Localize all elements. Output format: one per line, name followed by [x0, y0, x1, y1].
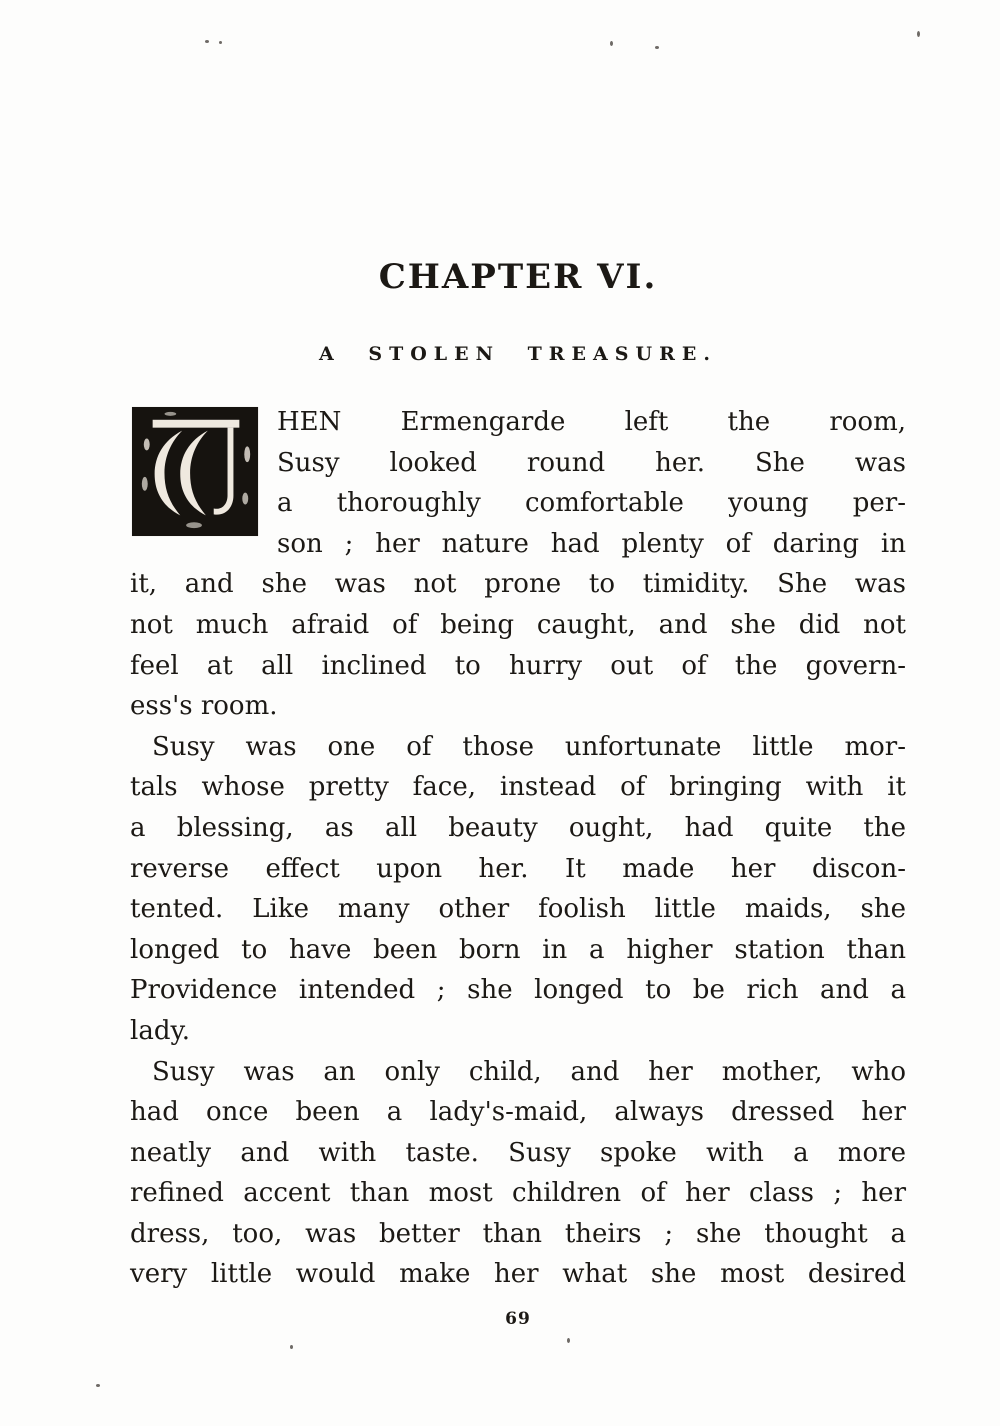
drop-cap-ornament-W: [130, 405, 262, 538]
text-line: ess's room.: [130, 691, 278, 722]
text-line: tals whose pretty face, instead of bringing with it: [130, 772, 906, 803]
text-line: very little would make her what she most desired: [130, 1259, 906, 1290]
text-line: not much afraid of being caught, and she did not: [130, 609, 906, 640]
paragraph: [130, 1052, 906, 1296]
text-line: a blessing, as all beauty ought, had quite the: [130, 812, 906, 843]
page-number: 69: [505, 1309, 531, 1330]
text-line: Susy was an only child, and her mother, who: [152, 1056, 906, 1087]
text-line: longed to have been born in a higher station than: [130, 934, 906, 965]
scan-speck: [917, 31, 920, 37]
scan-speck: [96, 1384, 100, 1387]
text-line: HEN Ermengarde left the room,: [277, 407, 906, 437]
paragraph: [130, 402, 906, 727]
text-line: it, and she was not prone to timidity. She was: [130, 569, 906, 600]
text-line: Providence intended ; she longed to be rich and a: [130, 975, 906, 1006]
text-line: neatly and with taste. Susy spoke with a more: [130, 1137, 906, 1168]
text-column: [130, 0, 906, 1329]
paragraph: [130, 727, 906, 1052]
text-line: feel at all inclined to hurry out of the govern-: [130, 650, 906, 681]
text-line: Susy looked round her. She was: [277, 447, 906, 478]
scan-speck: [290, 1345, 293, 1349]
section-title: A STOLEN TREASURE.: [319, 343, 717, 365]
scan-speck: [567, 1338, 570, 1343]
text-line: had once been a lady's-maid, always dressed her: [130, 1097, 906, 1128]
text-line: dress, too, was better than theirs ; she thought a: [130, 1218, 906, 1249]
chapter-heading: CHAPTER VI.: [378, 257, 658, 297]
text-line: a thoroughly comfortable young per-: [277, 488, 906, 519]
text-line: lady.: [130, 1015, 190, 1046]
text-line: son ; her nature had plenty of daring in: [277, 528, 906, 559]
body-text: [130, 402, 906, 1295]
text-line: refined accent than most children of her class ; her: [130, 1178, 906, 1209]
text-line: reverse effect upon her. It made her discon-: [130, 853, 906, 884]
text-line: tented. Like many other foolish little maids, she: [130, 894, 906, 925]
text-line: Susy was one of those unfortunate little mor-: [152, 731, 906, 762]
